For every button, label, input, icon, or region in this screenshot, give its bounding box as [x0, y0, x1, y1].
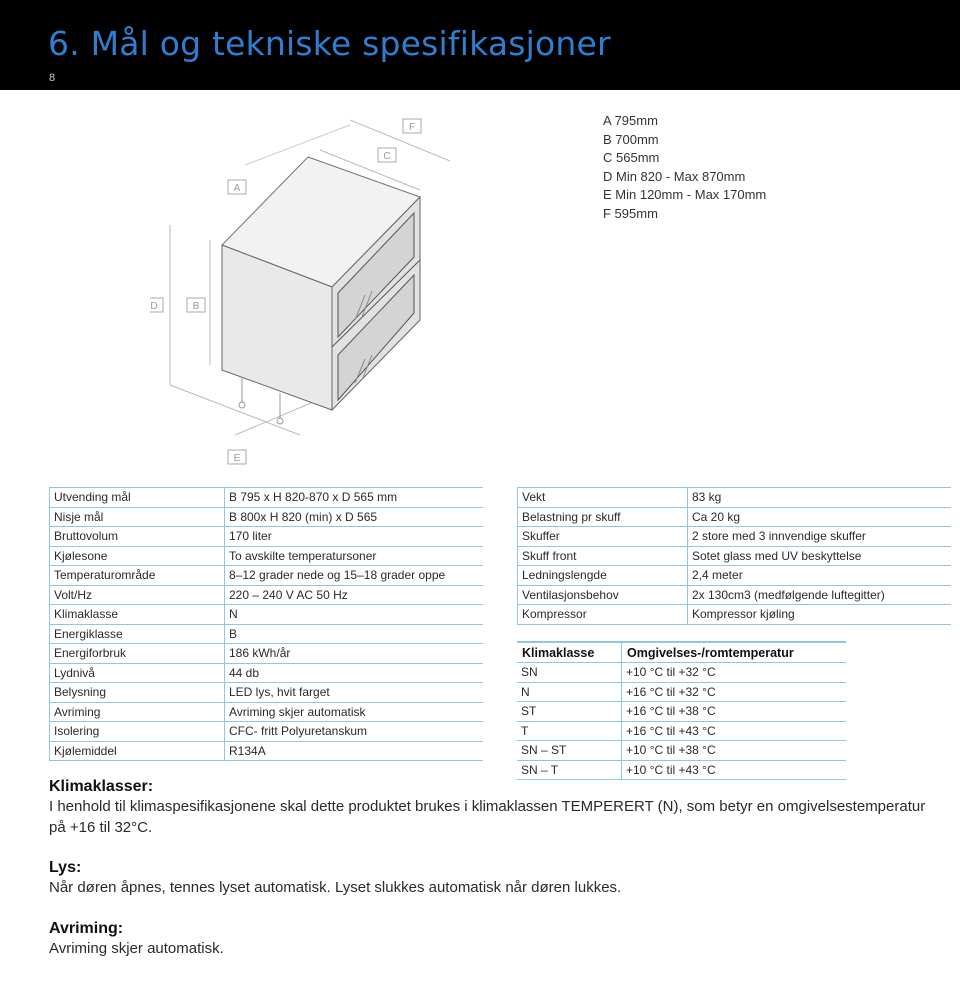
section-lys — [49, 859, 939, 898]
section-klimaklasser — [49, 778, 939, 838]
column-header: Omgivelses-/romtemperatur — [622, 642, 847, 663]
dimension-f: F 595mm — [603, 205, 658, 221]
table-row — [517, 741, 846, 761]
temperature-range: +16 °C til +43 °C — [622, 721, 847, 741]
table-row — [50, 507, 484, 527]
temperature-range: +16 °C til +32 °C — [622, 682, 847, 702]
spec-value: 186 kWh/år — [225, 644, 484, 664]
table-row — [50, 741, 484, 761]
table-row — [517, 721, 846, 741]
dimension-e: E Min 120mm - Max 170mm — [603, 187, 767, 203]
table-row — [518, 605, 952, 625]
spec-value: 170 liter — [225, 527, 484, 547]
spec-label: Skuff front — [518, 546, 688, 566]
table-row — [50, 488, 484, 508]
spec-label: Belastning pr skuff — [518, 507, 688, 527]
spec-value: To avskilte temperatursoner — [225, 546, 484, 566]
dimension-a: A 795mm — [603, 113, 658, 128]
spec-value: Sotet glass med UV beskyttelse — [688, 546, 952, 566]
spec-label: Lydnivå — [50, 663, 225, 683]
table-row — [50, 722, 484, 742]
label-e: E — [233, 453, 241, 464]
label-f: F — [408, 122, 416, 133]
climate-class: SN – T — [517, 760, 622, 780]
spec-value: CFC- fritt Polyuretanskum — [225, 722, 484, 742]
spec-label: Belysning — [50, 683, 225, 703]
section-heading: Lys: — [49, 859, 82, 876]
temperature-range: +10 °C til +43 °C — [622, 760, 847, 780]
spec-label: Kjølesone — [50, 546, 225, 566]
page-header — [0, 0, 960, 90]
climate-class: SN – ST — [517, 741, 622, 761]
table-row — [50, 566, 484, 586]
label-a: A — [233, 183, 241, 194]
table-header-row — [517, 642, 846, 663]
spec-label: Utvending mål — [50, 488, 225, 508]
section-text: Avriming skjer automatisk. — [49, 940, 224, 957]
table-row — [50, 585, 484, 605]
table-row — [518, 585, 952, 605]
spec-label: Nisje mål — [50, 507, 225, 527]
table-row — [517, 663, 846, 683]
cabinet-dimension-drawing — [150, 105, 450, 475]
spec-value: Ca 20 kg — [688, 507, 952, 527]
spec-value: N — [225, 605, 484, 625]
table-row — [518, 566, 952, 586]
section-text: I henhold til klimaspesifikasjonene skal dette produktet brukes i klimaklassen TEMPERERT (N), som betyr en omgivelsestemperatur på +16 til 32°C. — [49, 798, 926, 836]
spec-value: LED lys, hvit farget — [225, 683, 484, 703]
climate-class: T — [517, 721, 622, 741]
table-row — [518, 546, 952, 566]
climate-class: SN — [517, 663, 622, 683]
dimension-b: B 700mm — [603, 131, 659, 147]
spec-label: Temperaturområde — [50, 566, 225, 586]
dimension-c: C 565mm — [603, 150, 660, 166]
table-row — [50, 663, 484, 683]
temperature-range: +10 °C til +32 °C — [622, 663, 847, 683]
spec-label: Bruttovolum — [50, 527, 225, 547]
spec-value: 8–12 grader nede og 15–18 grader oppe — [225, 566, 484, 586]
table-row — [517, 702, 846, 722]
spec-value: 2 store med 3 innvendige skuffer — [688, 527, 952, 547]
spec-label: Energiklasse — [50, 624, 225, 644]
spec-value: Avriming skjer automatisk — [225, 702, 484, 722]
climate-class: ST — [517, 702, 622, 722]
label-c: C — [383, 151, 391, 162]
section-avriming — [49, 920, 939, 959]
spec-label: Ledningslengde — [518, 566, 688, 586]
spec-label: Isolering — [50, 722, 225, 742]
dimensions-list — [603, 112, 766, 224]
spec-value: R134A — [225, 741, 484, 761]
spec-value: B — [225, 624, 484, 644]
spec-value: 2x 130cm3 (medfølgende luftegitter) — [688, 585, 952, 605]
table-row — [518, 507, 952, 527]
table-row — [50, 605, 484, 625]
spec-value: Kompressor kjøling — [688, 605, 952, 625]
table-row — [50, 527, 484, 547]
spec-value: B 795 x H 820-870 x D 565 mm — [225, 488, 484, 508]
temperature-range: +10 °C til +38 °C — [622, 741, 847, 761]
table-row — [518, 488, 952, 508]
spec-label: Ventilasjonsbehov — [518, 585, 688, 605]
spec-label: Volt/Hz — [50, 585, 225, 605]
spec-value: 44 db — [225, 663, 484, 683]
section-heading: Avriming: — [49, 920, 124, 937]
section-text: Når døren åpnes, tennes lyset automatisk. Lyset slukkes automatisk når døren lukkes. — [49, 879, 622, 896]
spec-label: Klimaklasse — [50, 605, 225, 625]
spec-table-right — [517, 487, 951, 625]
table-row — [517, 682, 846, 702]
spec-value: 83 kg — [688, 488, 952, 508]
page-title: 6. Mål og tekniske spesifikasjoner — [48, 24, 611, 63]
column-header: Klimaklasse — [517, 642, 622, 663]
spec-label: Energiforbruk — [50, 644, 225, 664]
spec-label: Vekt — [518, 488, 688, 508]
table-row — [50, 546, 484, 566]
spec-table-left — [49, 487, 483, 761]
spec-label: Kjølemiddel — [50, 741, 225, 761]
dimension-d: D Min 820 - Max 870mm — [603, 168, 746, 184]
table-row — [518, 527, 952, 547]
table-row — [50, 683, 484, 703]
spec-label: Kompressor — [518, 605, 688, 625]
table-row — [50, 624, 484, 644]
page-number: 8 — [49, 72, 56, 84]
label-d: D — [150, 301, 158, 312]
spec-value: 2,4 meter — [688, 566, 952, 586]
temperature-range: +16 °C til +38 °C — [622, 702, 847, 722]
spec-label: Skuffer — [518, 527, 688, 547]
table-row — [517, 760, 846, 780]
section-heading: Klimaklasser: — [49, 778, 154, 795]
spec-value: B 800x H 820 (min) x D 565 — [225, 507, 484, 527]
climate-class: N — [517, 682, 622, 702]
spec-value: 220 – 240 V AC 50 Hz — [225, 585, 484, 605]
table-row — [50, 644, 484, 664]
climate-class-table — [517, 641, 846, 780]
spec-label: Avriming — [50, 702, 225, 722]
table-row — [50, 702, 484, 722]
label-b: B — [192, 301, 200, 312]
